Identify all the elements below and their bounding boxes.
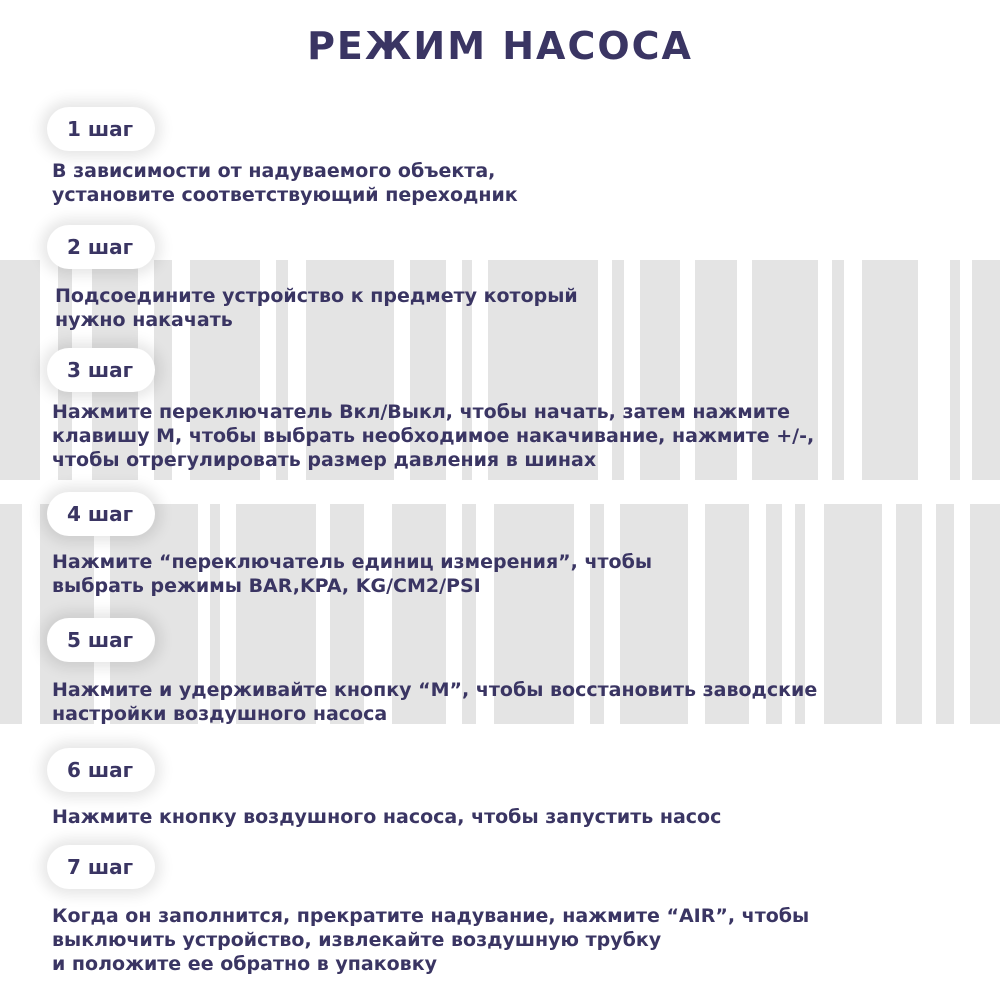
- step-1-line-2: установите соответствующий переходник: [52, 184, 518, 206]
- step-6-badge: 6 шаг: [47, 748, 155, 792]
- step-7-badge: 7 шаг: [47, 845, 155, 889]
- step-3-line-3: чтобы отрегулировать размер давления в шинах: [52, 449, 597, 471]
- step-2-text: [55, 284, 955, 332]
- step-1-line-1: В зависимости от надуваемого объекта,: [52, 160, 496, 182]
- step-3-line-1: Нажмите переключатель Вкл/Выкл, чтобы начать, затем нажмите: [52, 401, 790, 423]
- step-3-line-2: клавишу М, чтобы выбрать необходимое накачивание, нажмите +/-,: [52, 425, 815, 447]
- step-4-line-2: выбрать режимы BAR,KPA, KG/CM2/PSI: [52, 575, 481, 597]
- step-4-line-1: Нажмите “переключатель единиц измерения”, чтобы: [52, 551, 653, 573]
- page-title: РЕЖИМ НАСОСА: [307, 24, 693, 68]
- step-4-badge: 4 шаг: [47, 492, 155, 536]
- step-1-text: [52, 159, 952, 207]
- step-3-text: [52, 400, 952, 472]
- step-5-line-1: Нажмите и удерживайте кнопку “M”, чтобы восстановить заводские: [52, 679, 818, 701]
- step-7-text: [52, 904, 952, 976]
- step-1-badge: 1 шаг: [47, 107, 155, 151]
- step-5-badge: 5 шаг: [47, 618, 155, 662]
- step-6-line-1: Нажмите кнопку воздушного насоса, чтобы запустить насос: [52, 806, 722, 828]
- step-7-line-3: и положите ее обратно в упаковку: [52, 953, 437, 975]
- step-2-line-1: Подсоедините устройство к предмету который: [55, 285, 578, 307]
- step-2-badge: 2 шаг: [47, 225, 155, 269]
- step-5-text: [52, 678, 952, 726]
- step-4-text: [52, 550, 952, 598]
- step-2-line-2: нужно накачать: [55, 309, 233, 331]
- step-5-line-2: настройки воздушного насоса: [52, 703, 388, 725]
- step-7-line-2: выключить устройство, извлекайте воздушную трубку: [52, 929, 662, 951]
- step-7-line-1: Когда он заполнится, прекратите надувание, нажмите “AIR”, чтобы: [52, 905, 810, 927]
- step-3-badge: 3 шаг: [47, 348, 155, 392]
- step-6-text: [52, 805, 952, 829]
